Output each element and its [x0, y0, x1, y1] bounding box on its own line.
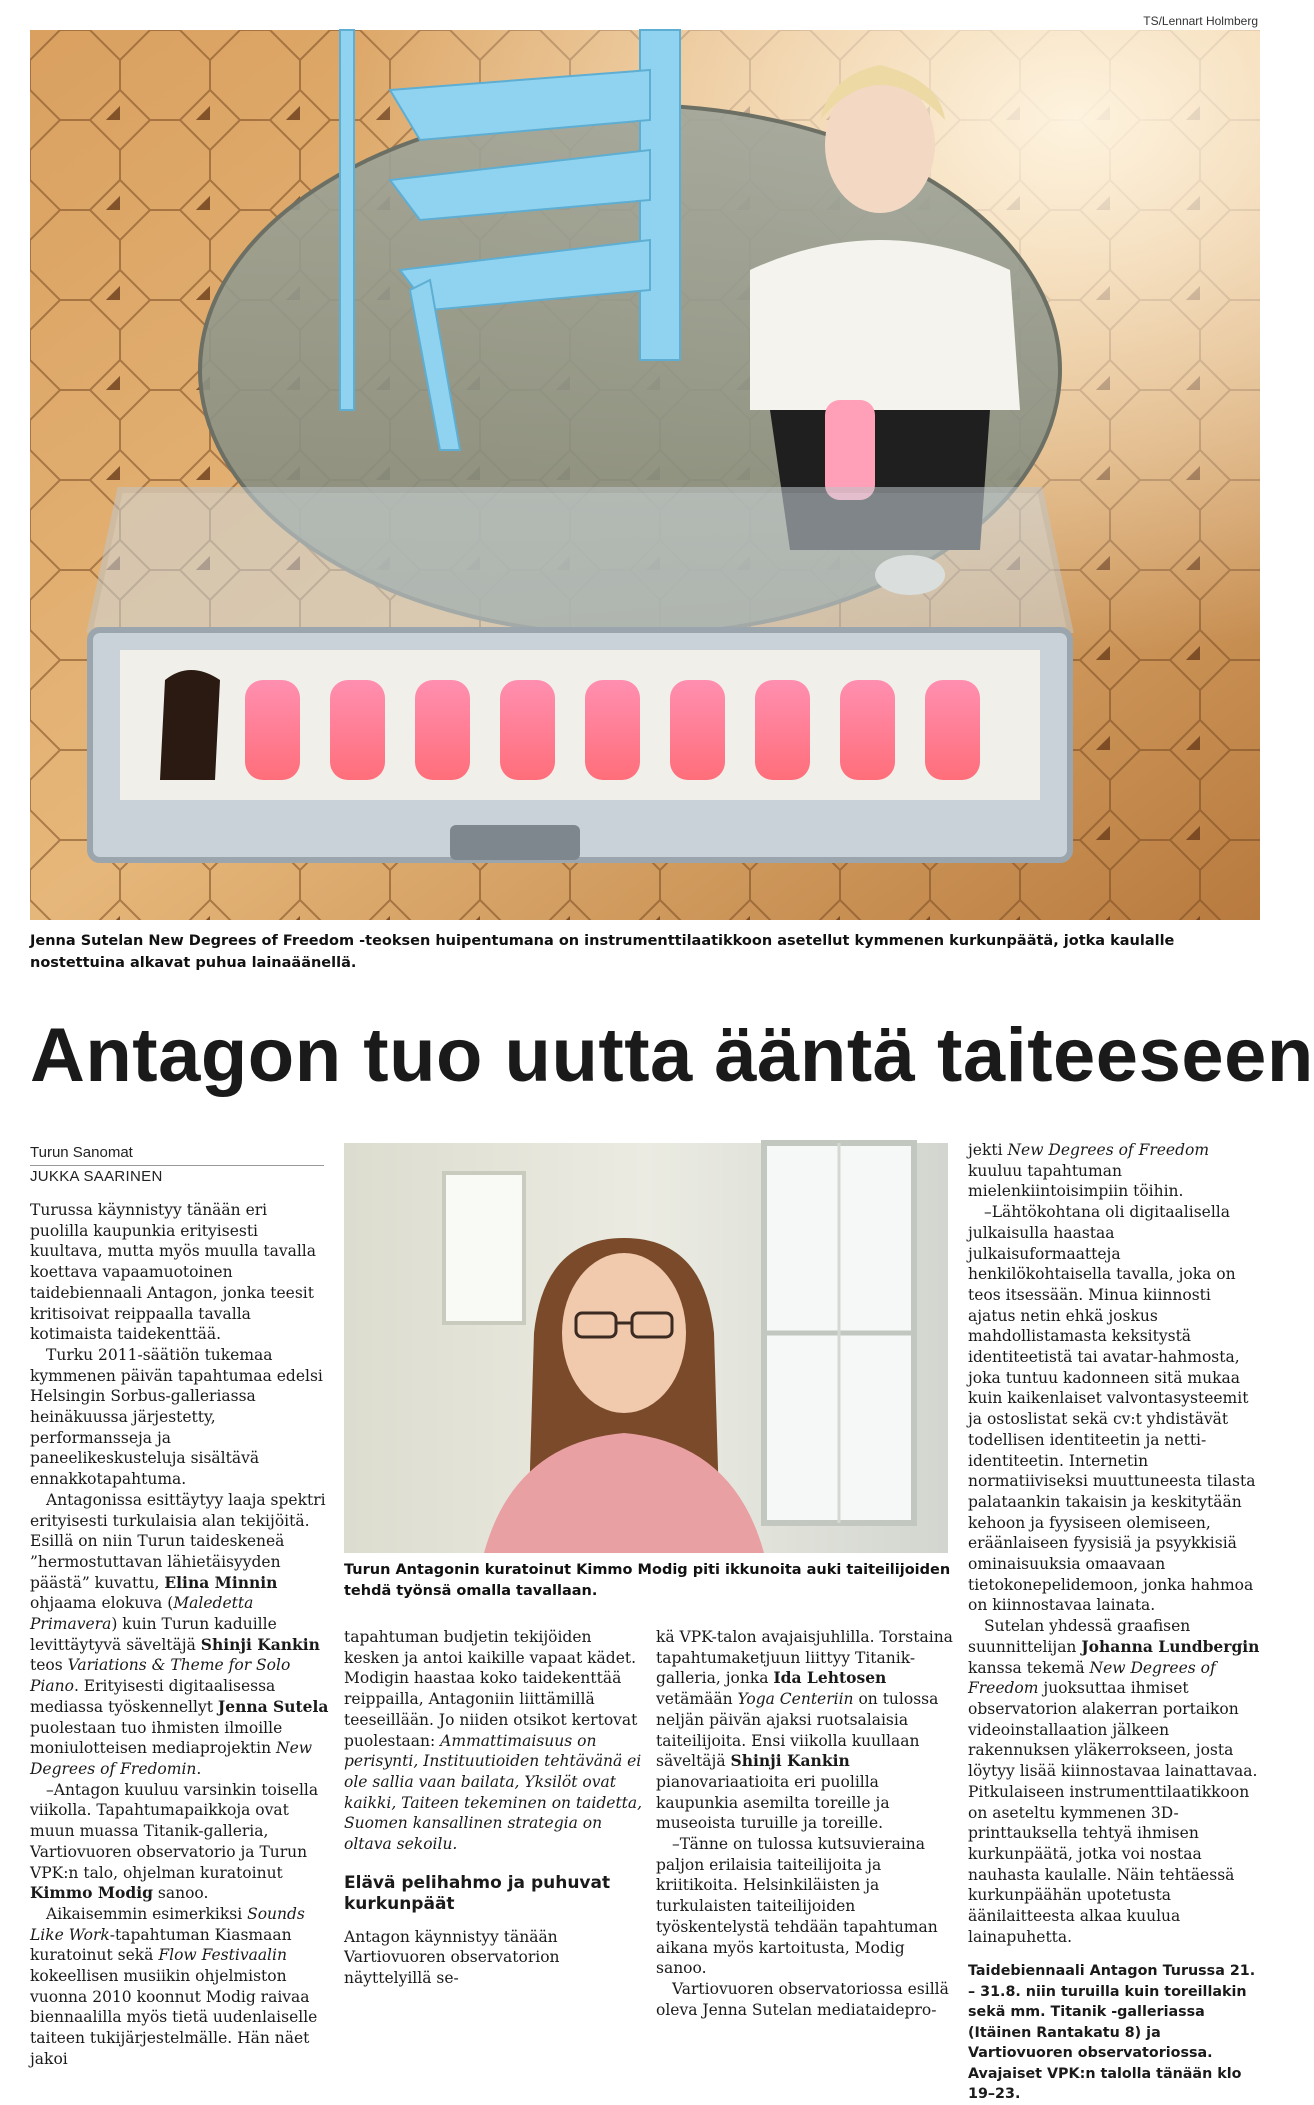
article-paragraph: Turussa käynnistyy tänään eri puolilla kaupunkia erityisesti kuultava, mutta myös muulla tavalla koettava vapaamuotoinen taidebiennaali Antagon, jonka teesit kritisoivat reippaalla tavalla kotimaista taidekenttää. [30, 1201, 316, 1344]
portrait-photo [344, 1143, 948, 1553]
article-column-3 [656, 1627, 954, 2020]
byline [30, 1143, 324, 1188]
work-title: New Degrees of Freedom [1007, 1141, 1210, 1159]
article-paragraph [30, 1904, 330, 2070]
text-run: ohjaama elokuva ( [30, 1594, 174, 1613]
article-paragraph: Antagon käynnistyy tänään Vartiovuoren observatorion näyttelyillä se- [344, 1927, 560, 1988]
person-name: Ida Lehtosen [773, 1668, 887, 1688]
person-name: Kimmo Modig [30, 1883, 153, 1903]
text-run: . [196, 1759, 202, 1778]
work-title: Sounds Like Work [30, 1904, 305, 1944]
work-title: Variations & Theme for Solo Piano [30, 1656, 291, 1696]
text-run: sanoo. [152, 1884, 209, 1903]
person-name: Jenna Sutela [217, 1696, 329, 1716]
text-run: jekti [968, 1141, 1008, 1159]
text-run: Antagonissa esittäytyy laaja spektri erityisesti turkulaisia alan tekijöitä. Esillä on niin Turun taideskeneä ”hermostuttavan lähietäisyyden päästä” kuvattu, [30, 1490, 326, 1592]
byline-author: JUKKA SAARINEN [30, 1168, 163, 1185]
text-run: -tapahtuman Kiasmaan kuratoinut sekä [30, 1925, 292, 1965]
text-run: tapahtuman budjetin tekijöiden kesken ja antoi kaikille vapaat kädet. Modigin haastaa koko taidekenttää reippailla, Antagoniin liittämillä teeseillään. Jo niiden otsikot kertovat puolestaan: [344, 1628, 638, 1750]
event-info-box: Taidebiennaali Antagon Turussa 21. – 31.8. niin turuilla kuin toreillakin sekä mm. Titanik -galleriassa (Itäinen Rantakatu 8) ja Vartiovuoren observatoriossa. Avajaiset VPK:n talolla tänään klo 19–23. [968, 1963, 1256, 2103]
main-photo-caption: Jenna Sutelan New Degrees of Freedom -teoksen huipentumana on instrumenttilaatikkoon asetellut kymmenen kurkunpäätä, jotka kaulalle nostettuina alkavat puhua lainaäänellä. [30, 933, 1175, 971]
article-paragraph [656, 1627, 954, 1834]
text-run: pianovariaatioita eri puolilla kaupunkia asemilta toreille ja museoista turuille ja toreille. [656, 1772, 890, 1833]
person-name: Johanna Lundbergin [1081, 1636, 1260, 1656]
article-paragraph [344, 1627, 644, 1855]
article-paragraph [968, 1140, 1260, 1202]
text-run: –Antagon kuuluu varsinkin toisella viikolla. Tapahtumapaikkoja ovat muun muassa Titanik-galleria, Vartiovuoren observatorio ja Turun VPK:n talo, ohjelman kuratoinut [30, 1780, 319, 1882]
text-run: vetämään [656, 1690, 738, 1709]
article-paragraph [30, 1780, 330, 1904]
person-name: Shinji Kankin [200, 1634, 320, 1654]
text-run: . Erityisesti digitaalisessa mediassa työskennellyt [30, 1677, 276, 1716]
work-title: New Degrees of Fredomin [30, 1739, 313, 1778]
text-run: Sutelan yhdessä graafisen suunnittelijan [968, 1617, 1191, 1656]
text-run: kanssa tekemä [968, 1658, 1090, 1677]
text-run: kuuluu tapahtuman mielenkiintoisimpiin töihin. [968, 1161, 1184, 1201]
main-photo [30, 30, 1260, 920]
person-name: Shinji Kankin [730, 1751, 850, 1771]
work-title: New Degrees of Freedom [968, 1658, 1216, 1698]
portrait-photo-illustration [344, 1143, 948, 1553]
article-column-4 [968, 1140, 1260, 2105]
article-column-1 [30, 1200, 330, 2070]
work-title: Yoga Centeriin [737, 1690, 854, 1709]
text-run: teos [30, 1656, 68, 1675]
text-run: kä VPK-talon avajaisjuhlilla. Torstaina tapahtumaketjuun liittyy Titanik-galleria, jonka [656, 1628, 953, 1688]
person-name: Elina Minnin [164, 1572, 278, 1592]
article-paragraph: Turku 2011-säätiön tukemaa kymmenen päivän tapahtumaa edelsi Helsingin Sorbus-galleriassa heinäkuussa järjestetty, performansseja ja paneelikeskusteluja sisältävä ennakkotapahtuma. [30, 1345, 323, 1489]
main-photo-illustration [30, 30, 1260, 920]
work-title: Maledetta Primavera [30, 1594, 254, 1634]
article-paragraph: –Lähtökohtana oli digitaalisella julkaisulla haastaa julkaisuformaatteja henkilökohtaisella tavalla, joka on teos itsessään. Minua kiinnosti ajatus netin ehkä joskus mahdollistamasta keksitystä identiteetistä tai avatar-hahmosta, joka tuntuu kadonneen sitä mukaa kuin kaikenlaiset valvontasysteemit ja ostoslistat sekä cv:t yhdistävät todellisen identiteetin ja netti-identiteetin. Internetin normatiiviseksi muuttuneesta tilasta palataankin takaisin ja keskitytään kehoon ja fyysiseen olemiseen, eräänlaiseen fyysisiä ja psyykkisiä ominaisuuksia omaavaan tietokonepelidemoon, jonka hahmoa on kiinnostavaa lainata. [968, 1203, 1256, 1615]
work-title: Flow Festivaalin [158, 1946, 287, 1965]
text-run: on tulossa neljän päivän ajaksi ruotsalaisia taiteilijoita. Ensi viikolla kuullaan säveltäjä [656, 1690, 939, 1771]
article-column-2 [344, 1627, 644, 1989]
headline: Antagon tuo uutta ääntä taiteeseen [30, 1013, 1314, 1098]
text-run: kokeellisen musiikin ohjelmiston vuonna 2010 koonnut Modig raivaa biennaalilla myös tietä uudenlaiselle taiteen tukijärjestelmälle. Hän näet jakoi [30, 1967, 318, 2068]
article-paragraph: Vartiovuoren observatoriossa esillä oleva Jenna Sutelan mediataidepro- [656, 1979, 949, 2019]
article-paragraph [30, 1490, 330, 1780]
text-run: juoksuttaa ihmiset observatorion alakerran portaikon videoinstallaation jälkeen rakennuksen yläkerrokseen, josta löytyy lisää kiinnostavaa lainattavaa. Pitkulaiseen instrumenttilaatikkoon on aseteltu kymmenen 3D-printtauksella tehtyä ihmisen kurkunpäätä, jotka voi nostaa nauhasta kaulalle. Näin tehtäessä kurkunpäähän upotetusta äänilaitteesta alkaa kuulua lainapuhetta. [968, 1679, 1258, 1946]
article-paragraph: –Tänne on tulossa kutsuvieraina paljon erilaisia taiteilijoita ja kriitikoita. Helsinkiläisten ja turkulaisten taiteilijoiden työskentelystä tehdään tapahtuman aikana myös kartoitusta, Modig sanoo. [656, 1835, 938, 1978]
article-paragraph [968, 1616, 1260, 1947]
theses-list: Ammattimaisuus on perisynti, Instituutioiden tehtävänä ei ole sallia vaan bailata, Yksilöt ovat kaikki, Taiteen tekeminen on taidetta, Suomen kansallinen strategia on oltava sekoilu. [344, 1731, 643, 1854]
text-run: ) kuin Turun kaduille levittäytyvä säveltäjä [30, 1615, 277, 1654]
photo-credit: TS/Lennart Holmberg [1143, 14, 1258, 28]
subheading: Elävä pelihahmo ja puhuvat kurkunpäät [344, 1872, 611, 1914]
text-run: puolestaan tuo ihmisten ilmoille moniulotteisen mediaprojektin [30, 1718, 283, 1758]
byline-paper: Turun Sanomat [30, 1143, 324, 1166]
text-run: Aikaisemmin esimerkiksi [46, 1904, 248, 1923]
portrait-caption: Turun Antagonin kuratoinut Kimmo Modig piti ikkunoita auki taiteilijoiden tehdä työnsä omalla tavallaan. [344, 1562, 951, 1599]
